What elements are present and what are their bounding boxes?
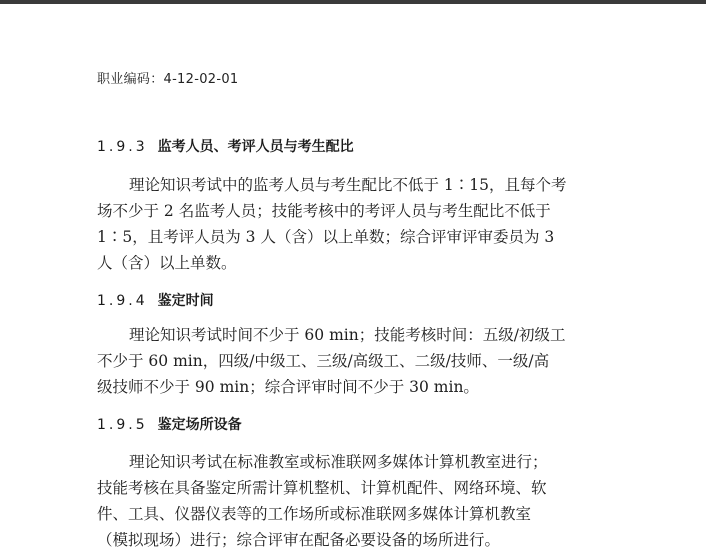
document-page [0, 4, 706, 558]
paragraph-line: 不少于 60 min，四级/中级工、三级/高级工、二级/技师、一级/高 [97, 352, 550, 370]
paragraph-line: 理论知识考试在标准教室或标准联网多媒体计算机教室进行； [129, 453, 548, 471]
paragraph-line: 技能考核在具备鉴定所需计算机整机、计算机配件、网络环境、软 [97, 479, 547, 497]
section-number: 1.9.3 [97, 139, 148, 155]
paragraph-line: 级技师不少于 90 min；综合评审时间不少于 30 min。 [97, 378, 479, 396]
paragraph-line: 理论知识考试时间不少于 60 min；技能考核时间：五级/初级工 [129, 326, 566, 344]
occupation-code: 职业编码：4-12-02-01 [97, 72, 239, 87]
paragraph-line: 件、工具、仪器仪表等的工作场所或标准联网多媒体计算机教室 [97, 505, 532, 523]
section-title: 鉴定时间 [157, 293, 214, 309]
section-heading-1-9-3 [97, 136, 354, 156]
paragraph-line: 人（含）以上单数。 [97, 254, 237, 272]
section-body-1-9-3 [97, 172, 617, 276]
paragraph-line: （模拟现场）进行；综合评审在配备必要设备的场所进行。 [97, 531, 501, 549]
section-body-1-9-5 [97, 449, 617, 553]
paragraph-line: 场不少于 2 名监考人员；技能考核中的考评人员与考生配比不低于 [97, 202, 551, 220]
section-number: 1.9.5 [97, 417, 148, 433]
section-heading-1-9-5 [97, 414, 242, 434]
section-title: 监考人员、考评人员与考生配比 [157, 139, 354, 155]
section-number: 1.9.4 [97, 293, 148, 309]
section-body-1-9-4 [97, 322, 617, 400]
paragraph-line: 1∶5，且考评人员为 3 人（含）以上单数；综合评审评审委员为 3 [97, 228, 555, 246]
section-title: 鉴定场所设备 [157, 417, 242, 433]
section-heading-1-9-4 [97, 290, 214, 310]
paragraph-line: 理论知识考试中的监考人员与考生配比不低于 1∶15，且每个考 [129, 176, 567, 194]
